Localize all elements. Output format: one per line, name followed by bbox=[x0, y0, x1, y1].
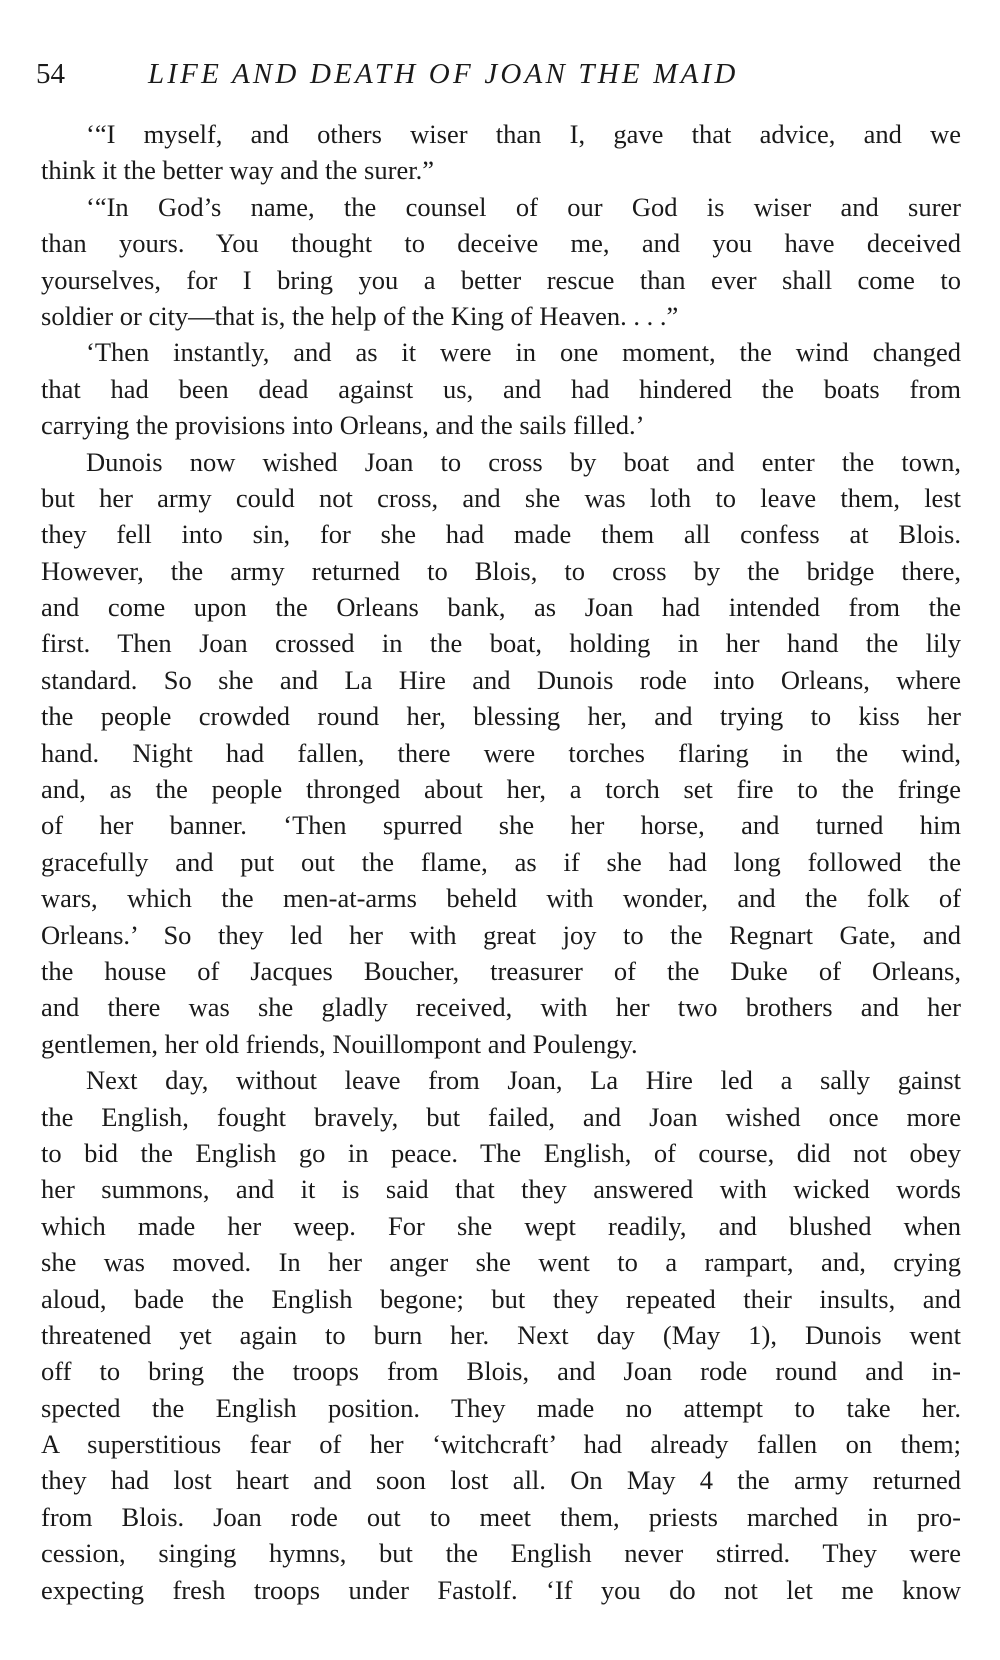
running-title: LIFE AND DEATH OF JOAN THE MAID bbox=[148, 58, 739, 90]
text-line: gentlemen, her old friends, Nouillompont and Poulengy. bbox=[41, 1028, 638, 1059]
text-line: but her army could not cross, and she was loth to leave them, lest bbox=[41, 482, 961, 513]
text-line: hand. Night had fallen, there were torches flaring in the wind, bbox=[41, 737, 961, 768]
text-line: gracefully and put out the flame, as if she had long followed the bbox=[41, 846, 961, 877]
text-line: A superstitious fear of her ‘witchcraft’ had already fallen on them; bbox=[41, 1429, 961, 1460]
text-line: Orleans.’ So they led her with great joy to the Regnart Gate, and bbox=[41, 919, 961, 950]
text-line: she was moved. In her anger she went to a rampart, and, crying bbox=[41, 1247, 961, 1278]
text-line: off to bring the troops from Blois, and Joan rode round and in- bbox=[41, 1356, 961, 1387]
text-line: carrying the provisions into Orleans, and the sails filled.’ bbox=[41, 410, 645, 441]
text-line: they had lost heart and soon lost all. On May 4 the army returned bbox=[41, 1465, 961, 1496]
text-line: threatened yet again to burn her. Next day (May 1), Dunois went bbox=[41, 1319, 961, 1350]
text-line: the house of Jacques Boucher, treasurer of the Duke of Orleans, bbox=[41, 955, 961, 986]
text-line: her summons, and it is said that they answered with wicked words bbox=[41, 1174, 961, 1205]
text-line: first. Then Joan crossed in the boat, holding in her hand the lily bbox=[41, 628, 961, 659]
text-line: than yours. You thought to deceive me, and you have deceived bbox=[41, 228, 961, 259]
body-text bbox=[41, 116, 961, 1608]
text-line: ‘Then instantly, and as it were in one moment, the wind changed bbox=[86, 337, 961, 368]
text-line: Next day, without leave from Joan, La Hire led a sally gainst bbox=[86, 1065, 961, 1096]
text-line: think it the better way and the surer.” bbox=[41, 155, 434, 186]
text-line: that had been dead against us, and had hindered the boats from bbox=[41, 373, 961, 404]
text-line: the English, fought bravely, but failed, and Joan wished once more bbox=[41, 1101, 961, 1132]
text-line: and, as the people thronged about her, a torch set fire to the fringe bbox=[41, 774, 961, 805]
text-line: spected the English position. They made no attempt to take her. bbox=[41, 1392, 961, 1423]
text-line: the people crowded round her, blessing her, and trying to kiss her bbox=[41, 701, 961, 732]
text-line: ‘“In God’s name, the counsel of our God is wiser and surer bbox=[86, 191, 961, 222]
text-line: of her banner. ‘Then spurred she her horse, and turned him bbox=[41, 810, 961, 841]
text-line: soldier or city—that is, the help of the King of Heaven. . . .” bbox=[41, 300, 679, 331]
text-line: and there was she gladly received, with her two brothers and her bbox=[41, 992, 961, 1023]
text-line: However, the army returned to Blois, to cross by the bridge there, bbox=[41, 555, 961, 586]
text-line: cession, singing hymns, but the English never stirred. They were bbox=[41, 1538, 961, 1569]
text-line: they fell into sin, for she had made them all confess at Blois. bbox=[41, 519, 961, 550]
page-header bbox=[36, 58, 956, 98]
text-line: Dunois now wished Joan to cross by boat and enter the town, bbox=[86, 446, 961, 477]
text-line: which made her weep. For she wept readily, and blushed when bbox=[41, 1210, 961, 1241]
text-line: ‘“I myself, and others wiser than I, gave that advice, and we bbox=[86, 119, 961, 149]
text-line: to bid the English go in peace. The English, of course, did not obey bbox=[41, 1137, 961, 1168]
text-line: aloud, bade the English begone; but they repeated their insults, and bbox=[41, 1283, 961, 1314]
text-line: and come upon the Orleans bank, as Joan had intended from the bbox=[41, 592, 961, 623]
text-line: expecting fresh troops under Fastolf. ‘If you do not let me know bbox=[41, 1574, 961, 1605]
text-line: wars, which the men-at-arms beheld with wonder, and the folk of bbox=[41, 883, 961, 914]
text-line: from Blois. Joan rode out to meet them, priests marched in pro- bbox=[41, 1501, 961, 1532]
text-line: yourselves, for I bring you a better rescue than ever shall come to bbox=[41, 264, 961, 295]
page-number: 54 bbox=[36, 58, 65, 90]
text-line: standard. So she and La Hire and Dunois rode into Orleans, where bbox=[41, 664, 961, 695]
